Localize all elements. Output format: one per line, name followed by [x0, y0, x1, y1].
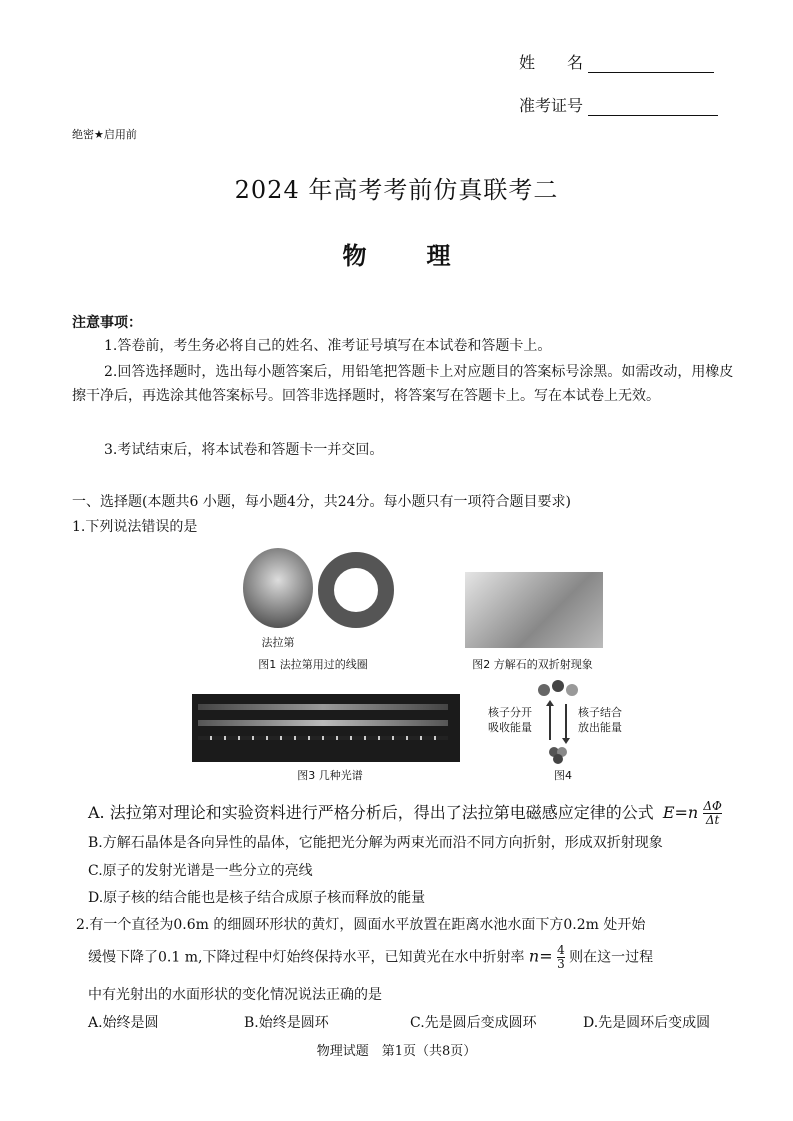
fig2-caption: 图2 方解石的双折射现象 — [472, 658, 593, 671]
notice-item-2: 2.回答选择题时，选出每小题答案后，用铅笔把答题卡上对应题目的答案标号涂黑。如需改动，用橡皮擦干净后，再选涂其他答案标号。回答非选择题时，将答案写在答题卡上。写在本试卷上无效。 — [72, 364, 734, 404]
q1-option-c[interactable]: C.原子的发射光谱是一些分立的亮线 — [88, 863, 313, 879]
fig1-caption: 图1 法拉第用过的线圈 — [258, 658, 368, 671]
q1-formula-fraction: $\frac{\Delta\Phi}{\Delta t}$ — [703, 799, 722, 827]
name-input-line[interactable] — [588, 54, 714, 73]
exam-id-input-line[interactable] — [588, 97, 718, 116]
notice-item-1: 1.答卷前，考生务必将自己的姓名、准考证号填写在本试卷和答题卡上。 — [104, 338, 552, 354]
name-label: 姓 名 — [519, 53, 584, 72]
fig4-right-text: 核子结合 放出能量 — [578, 706, 622, 734]
question-2-line-1: 2.有一个直径为0.6m 的细圆环形状的黄灯，圆面水平放置在距离水池水面下方0.2m 处开始 — [76, 917, 646, 933]
fig4-nucleus-diagram — [536, 680, 580, 765]
exam-id-label: 准考证号 — [519, 96, 584, 115]
question-1-stem: 1.下列说法错误的是 — [72, 519, 198, 535]
exam-id-field — [519, 93, 718, 116]
section-heading: 一、选择题(本题共6 小题，每小题4分，共24分。每小题只有一项符合题目要求) — [72, 494, 572, 510]
fig3-caption: 图3 几种光谱 — [297, 769, 363, 782]
q1-option-d[interactable]: D.原子核的结合能也是核子结合成原子核而释放的能量 — [88, 890, 426, 906]
notice-heading: 注意事项： — [72, 315, 142, 331]
fig4-left-text: 核子分开 吸收能量 — [488, 706, 532, 734]
page-title: 2024 年高考考前仿真联考二 — [234, 176, 559, 204]
faraday-coil-image — [318, 552, 394, 628]
question-2-line-3: 中有光射出的水面形状的变化情况说法正确的是 — [88, 987, 382, 1003]
fig1-label: 法拉第 — [261, 636, 295, 649]
question-2-line-2: 缓慢下降了0.1 m,下降过程中灯始终保持水平，已知黄光在水中折射率 n= $\frac{4}{3}$ 则在这一过程 — [88, 943, 654, 971]
calcite-image — [465, 572, 603, 648]
q2-n-fraction: $\frac{4}{3}$ — [557, 943, 565, 971]
q2-option-d[interactable]: D.先是圆环后变成圆 — [583, 1015, 711, 1031]
fig4-caption: 图4 — [554, 769, 572, 782]
page-footer: 物理试题 第1页（共8页） — [316, 1044, 477, 1059]
q1-option-a[interactable]: A. 法拉第对理论和实验资料进行严格分析后，得出了法拉第电磁感应定律的公式 E=n $\frac{\Delta\Phi}{\Delta t}$ — [88, 799, 722, 827]
q2-option-a[interactable]: A.始终是圆 — [88, 1015, 159, 1031]
secret-mark: 绝密★启用前 — [72, 128, 137, 141]
faraday-portrait — [243, 548, 313, 628]
name-field — [519, 50, 714, 73]
q2-option-b[interactable]: B.始终是圆环 — [244, 1015, 329, 1031]
q1-option-b[interactable]: B.方解石晶体是各向异性的晶体，它能把光分解为两束光而沿不同方向折射，形成双折射现象 — [88, 835, 663, 851]
subject-title: 物 理 — [342, 242, 451, 270]
notice-item-3: 3.考试结束后，将本试卷和答题卡一并交回。 — [104, 442, 384, 458]
q2-option-c[interactable]: C.先是圆后变成圆环 — [410, 1015, 537, 1031]
spectra-image — [192, 694, 460, 762]
